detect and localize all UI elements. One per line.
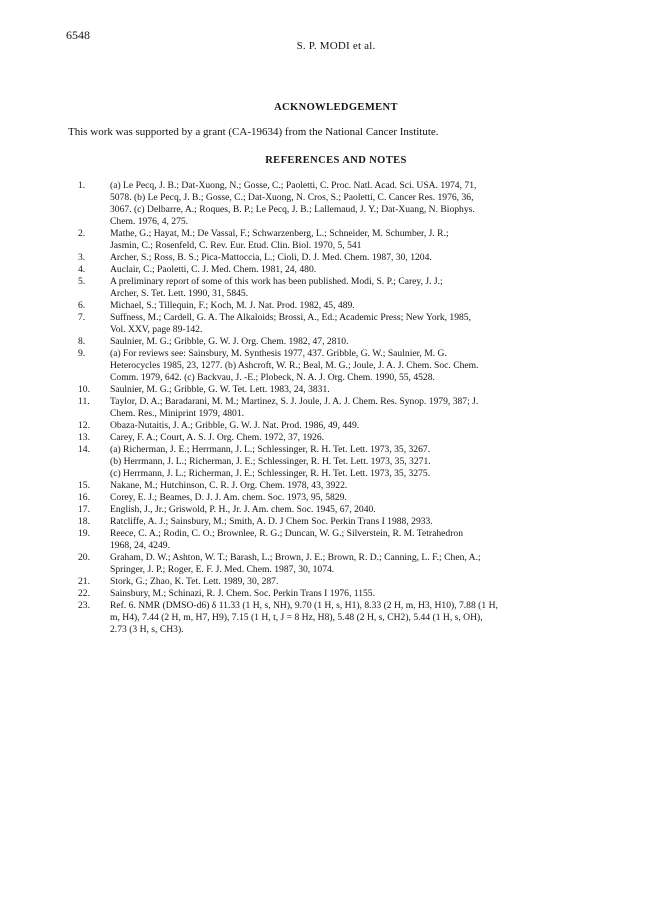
reference-line: (a) Le Pecq, J. B.; Dat-Xuong, N.; Gosse, C.; Paoletti, C. Proc. Natl. Acad. Sci. USA. 1974, 71, [110, 180, 477, 191]
reference-text [110, 396, 626, 420]
reference-number: 7. [78, 312, 86, 323]
reference-item [66, 516, 626, 528]
reference-line: Heterocycles 1985, 23, 1277. (b) Ashcroft, W. R.; Beal, M. G.; Joule, J. A. J. Chem. Soc. Chem. [110, 360, 479, 371]
reference-line: Jasmin, C.; Rosenfeld, C. Rev. Eur. Etud. Clin. Biol. 1970, 5, 541 [110, 240, 362, 251]
reference-text [110, 480, 626, 492]
reference-line: m, H4), 7.44 (2 H, m, H7, H9), 7.15 (1 H, t, J = 8 Hz, H8), 5.48 (2 H, s, CH2), 5.44 (1 H, s, OH), [110, 612, 483, 623]
reference-line: Sainsbury, M.; Schinazi, R. J. Chem. Soc. Perkin Trans I 1976, 1155. [110, 588, 375, 599]
reference-item [66, 444, 626, 480]
reference-item [66, 228, 626, 252]
reference-line: Mathe, G.; Hayat, M.; De Vassal, F.; Schwarzenberg, L.; Schneider, M. Schumber, J. R.; [110, 228, 449, 239]
reference-text [110, 552, 626, 576]
reference-item [66, 348, 626, 384]
reference-text [110, 348, 626, 384]
reference-line: Ratcliffe, A. J.; Sainsbury, M.; Smith, A. D. J Chem Soc. Perkin Trans I 1988, 2933. [110, 516, 433, 527]
reference-line: Comm. 1979, 642. (c) Backvau, J. -E.; Plobeck, N. A. J. Org. Chem. 1990, 55, 4528. [110, 372, 435, 383]
reference-line: A preliminary report of some of this work has been published. Modi, S. P.; Carey, J. J.; [110, 276, 443, 287]
reference-line: Archer, S. Tet. Lett. 1990, 31, 5845. [110, 288, 249, 299]
reference-item [66, 600, 626, 636]
reference-text [110, 312, 626, 336]
reference-text [110, 432, 626, 444]
reference-number: 5. [78, 276, 86, 287]
reference-text [110, 504, 626, 516]
reference-text [110, 336, 626, 348]
reference-line: Graham, D. W.; Ashton, W. T.; Barash, L.; Brown, J. E.; Brown, R. D.; Canning, L. F.; Chen, A.; [110, 552, 481, 563]
reference-number: 11. [78, 396, 90, 407]
reference-number: 23. [78, 600, 90, 611]
reference-text [110, 492, 626, 504]
reference-number: 17. [78, 504, 90, 515]
reference-number: 20. [78, 552, 90, 563]
reference-line: Suffness, M.; Cardell, G. A. The Alkaloids; Brossi, A., Ed.; Academic Press; New York, 1985, [110, 312, 471, 323]
reference-line: 5078. (b) Le Pecq, J. B.; Gosse, C.; Dat-Xuong, N. Cros, S.; Paoletti, C. Cancer Res. 1976, 36, [110, 192, 474, 203]
reference-number: 18. [78, 516, 90, 527]
reference-line: Corey, E. J.; Beames, D. J. J. Am. chem. Soc. 1973, 95, 5829. [110, 492, 347, 503]
reference-number: 9. [78, 348, 86, 359]
reference-line: Michael, S.; Tillequin, F.; Koch, M. J. Nat. Prod. 1982, 45, 489. [110, 300, 355, 311]
reference-text [110, 516, 626, 528]
reference-number: 14. [78, 444, 90, 455]
reference-item [66, 336, 626, 348]
reference-line: Archer, S.; Ross, B. S.; Pica-Mattoccia, L.; Cioli, D. J. Med. Chem. 1987, 30, 1204. [110, 252, 432, 263]
reference-item [66, 420, 626, 432]
reference-line: Springer, J. P.; Roger, E. F. J. Med. Chem. 1987, 30, 1074. [110, 564, 335, 575]
reference-text [110, 576, 626, 588]
reference-item [66, 480, 626, 492]
reference-text [110, 588, 626, 600]
reference-line: Ref. 6. NMR (DMSO-d6) δ 11.33 (1 H, s, NH), 9.70 (1 H, s, H1), 8.33 (2 H, m, H3, H10), 7.88 (1 H, [110, 600, 498, 611]
reference-item [66, 300, 626, 312]
reference-number: 22. [78, 588, 90, 599]
reference-number: 2. [78, 228, 86, 239]
reference-line: Taylor, D. A.; Baradarani, M. M.; Martinez, S. J. Joule, J. A. J. Chem. Res. Synop. 1979, 387; J. [110, 396, 479, 407]
reference-line: Stork, G.; Zhao, K. Tet. Lett. 1989, 30, 287. [110, 576, 279, 587]
reference-text [110, 180, 626, 228]
reference-item [66, 588, 626, 600]
reference-line: Saulnier, M. G.; Gribble, G. W. Tet. Lett. 1983, 24, 3831. [110, 384, 330, 395]
reference-text [110, 444, 626, 480]
reference-item [66, 180, 626, 228]
reference-item [66, 552, 626, 576]
reference-number: 21. [78, 576, 90, 587]
acknowledgement-heading: ACKNOWLEDGEMENT [274, 102, 398, 113]
reference-number: 10. [78, 384, 90, 395]
reference-number: 6. [78, 300, 86, 311]
reference-line: (c) Herrmann, J. L.; Richerman, J. E.; Schlessinger, R. H. Tet. Lett. 1973, 35, 3275. [110, 468, 431, 479]
reference-line: Saulnier, M. G.; Gribble, G. W. J. Org. Chem. 1982, 47, 2810. [110, 336, 349, 347]
reference-line: 1968, 24, 4249. [110, 540, 170, 551]
reference-line: Nakane, M.; Hutchinson, C. R. J. Org. Chem. 1978, 43, 3922. [110, 480, 348, 491]
reference-line: Vol. XXV, page 89-142. [110, 324, 203, 335]
reference-number: 15. [78, 480, 90, 491]
reference-text [110, 600, 626, 636]
reference-text [110, 276, 626, 300]
reference-item [66, 528, 626, 552]
reference-number: 19. [78, 528, 90, 539]
reference-text [110, 528, 626, 552]
reference-text [110, 228, 626, 252]
reference-item [66, 492, 626, 504]
reference-line: (a) For reviews see: Sainsbury, M. Synthesis 1977, 437. Gribble, G. W.; Saulnier, M. G. [110, 348, 447, 359]
reference-item [66, 576, 626, 588]
references-list [66, 180, 626, 636]
references-heading: REFERENCES AND NOTES [265, 155, 407, 166]
reference-item [66, 432, 626, 444]
reference-line: Auclair, C.; Paoletti, C. J. Med. Chem. 1981, 24, 480. [110, 264, 317, 275]
reference-line: 3067. (c) Delbarre, A.; Roques, B. P.; Le Pecq, J. B.; Lallemaud, J. Y.; Dat-Xuang, N. Biophys. [110, 204, 475, 215]
reference-number: 13. [78, 432, 90, 443]
reference-text [110, 420, 626, 432]
reference-text [110, 264, 626, 276]
reference-line: Chem. Res., Miniprint 1979, 4801. [110, 408, 245, 419]
reference-line: Reece, C. A.; Rodin, C. O.; Brownlee, R. G.; Duncan, W. G.; Silverstein, R. M. Tetrahedron [110, 528, 464, 539]
running-head: S. P. MODI et al. [296, 40, 376, 52]
reference-number: 12. [78, 420, 90, 431]
reference-item [66, 252, 626, 264]
reference-line: 2.73 (3 H, s, CH3). [110, 624, 184, 635]
reference-item [66, 312, 626, 336]
reference-line: Carey, F. A.; Court, A. S. J. Org. Chem. 1972, 37, 1926. [110, 432, 325, 443]
acknowledgement-text: This work was supported by a grant (CA-19634) from the National Cancer Institute. [68, 126, 439, 138]
reference-item [66, 504, 626, 516]
reference-number: 8. [78, 336, 86, 347]
reference-item [66, 264, 626, 276]
reference-number: 1. [78, 180, 86, 191]
reference-item [66, 384, 626, 396]
page-number: 6548 [66, 28, 90, 42]
reference-line: English, J., Jr.; Griswold, P. H., Jr. J. Am. chem. Soc. 1945, 67, 2040. [110, 504, 376, 515]
reference-line: (b) Herrmann, J. L.; Richerman, J. E.; Schlessinger, R. H. Tet. Lett. 1973, 35, 3271. [110, 456, 431, 467]
reference-number: 3. [78, 252, 86, 263]
reference-item [66, 276, 626, 300]
reference-text [110, 300, 626, 312]
reference-number: 4. [78, 264, 86, 275]
reference-line: Obaza-Nutaitis, J. A.; Gribble, G. W. J. Nat. Prod. 1986, 49, 449. [110, 420, 360, 431]
reference-item [66, 396, 626, 420]
reference-text [110, 252, 626, 264]
reference-line: Chem. 1976, 4, 275. [110, 216, 189, 227]
reference-line: (a) Richerman, J. E.; Herrmann, J. L.; Schlessinger, R. H. Tet. Lett. 1973, 35, 3267. [110, 444, 431, 455]
reference-text [110, 384, 626, 396]
reference-number: 16. [78, 492, 90, 503]
